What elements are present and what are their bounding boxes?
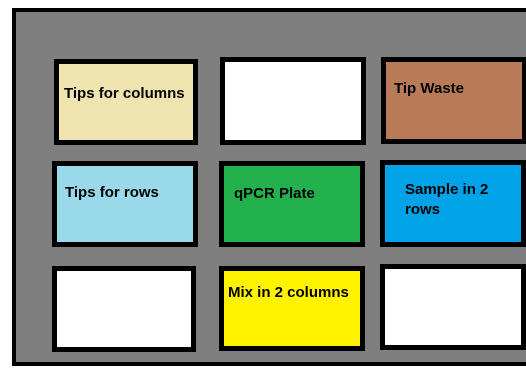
slot-tip-waste [381,57,526,144]
slot-empty [380,264,526,350]
slot-label: Tips for columns [64,85,185,102]
slot-sample-in-2-rows [380,160,526,247]
slot-label: qPCR Plate [234,185,315,202]
slot-label: Mix in 2 columns [228,284,349,301]
slot-mix-in-2-columns [219,266,365,351]
slot-label: Sample in 2 rows [405,181,489,218]
slot-label: Tips for rows [65,184,159,201]
deck-layout [12,8,526,366]
slot-tips-for-rows [52,161,198,247]
slot-empty [220,57,366,145]
slot-tips-for-columns [54,59,198,145]
slot-empty [52,266,196,352]
slot-qpcr-plate [219,161,365,247]
slot-label: Tip Waste [394,80,465,97]
